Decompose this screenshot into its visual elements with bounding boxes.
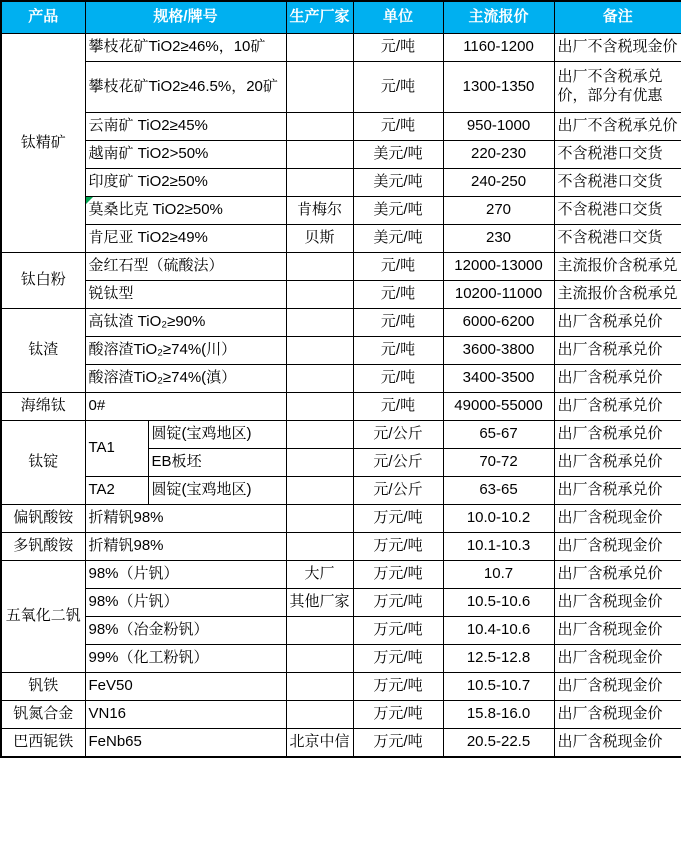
manufacturer-cell: 大厂 — [286, 561, 353, 589]
price-cell: 15.8-16.0 — [443, 701, 554, 729]
price-cell: 10.0-10.2 — [443, 505, 554, 533]
spec-shape-cell: 圆锭(宝鸡地区) — [148, 477, 286, 505]
note-cell: 出厂含税现金价 — [554, 505, 681, 533]
manufacturer-cell — [286, 113, 353, 141]
table-row — [1, 505, 681, 533]
header-row — [1, 1, 681, 34]
unit-cell: 万元/吨 — [353, 561, 443, 589]
unit-cell: 万元/吨 — [353, 589, 443, 617]
note-cell: 不含税港口交货 — [554, 225, 681, 253]
table-row — [1, 281, 681, 309]
product-cell: 多钒酸铵 — [1, 533, 85, 561]
unit-cell: 元/吨 — [353, 393, 443, 421]
table-body — [1, 34, 681, 758]
price-cell: 63-65 — [443, 477, 554, 505]
manufacturer-cell — [286, 449, 353, 477]
unit-cell: 元/公斤 — [353, 421, 443, 449]
spec-cell: 越南矿 TiO2>50% — [85, 141, 286, 169]
note-cell: 出厂不含税承兑价 — [554, 113, 681, 141]
price-cell: 10.7 — [443, 561, 554, 589]
unit-cell: 元/吨 — [353, 34, 443, 62]
price-cell: 240-250 — [443, 169, 554, 197]
unit-cell: 元/吨 — [353, 62, 443, 113]
manufacturer-cell — [286, 337, 353, 365]
col-header-spec: 规格/牌号 — [85, 1, 286, 34]
price-cell: 10.5-10.6 — [443, 589, 554, 617]
price-cell: 20.5-22.5 — [443, 729, 554, 758]
table-row — [1, 729, 681, 758]
note-cell: 不含税港口交货 — [554, 197, 681, 225]
manufacturer-cell — [286, 141, 353, 169]
price-cell: 220-230 — [443, 141, 554, 169]
unit-cell: 万元/吨 — [353, 505, 443, 533]
spec-cell: 云南矿 TiO2≥45% — [85, 113, 286, 141]
manufacturer-cell — [286, 169, 353, 197]
product-cell: 海绵钛 — [1, 393, 85, 421]
price-cell: 950-1000 — [443, 113, 554, 141]
manufacturer-cell — [286, 645, 353, 673]
note-cell: 出厂含税现金价 — [554, 589, 681, 617]
note-cell: 出厂含税现金价 — [554, 645, 681, 673]
note-cell: 主流报价含税承兑 — [554, 281, 681, 309]
unit-cell: 美元/吨 — [353, 225, 443, 253]
note-cell: 出厂含税承兑价 — [554, 393, 681, 421]
spec-cell: FeNb65 — [85, 729, 286, 758]
spec-cell: 攀枝花矿TiO2≥46%，10矿 — [85, 34, 286, 62]
manufacturer-cell — [286, 701, 353, 729]
note-cell: 出厂不含税承兑价，部分有优惠 — [554, 62, 681, 113]
spec-cell: FeV50 — [85, 673, 286, 701]
col-header-product: 产品 — [1, 1, 85, 34]
manufacturer-cell — [286, 673, 353, 701]
table-header — [1, 1, 681, 34]
price-cell: 3600-3800 — [443, 337, 554, 365]
unit-cell: 元/吨 — [353, 253, 443, 281]
table-row — [1, 645, 681, 673]
unit-cell: 元/公斤 — [353, 477, 443, 505]
product-cell: 钛渣 — [1, 309, 85, 393]
table-row — [1, 197, 681, 225]
note-cell: 出厂含税现金价 — [554, 617, 681, 645]
spec-cell: 酸溶渣TiO₂≥74%(川） — [85, 337, 286, 365]
note-cell: 主流报价含税承兑 — [554, 253, 681, 281]
table-row — [1, 113, 681, 141]
note-cell: 出厂含税现金价 — [554, 533, 681, 561]
price-cell: 10.5-10.7 — [443, 673, 554, 701]
product-cell: 钒氮合金 — [1, 701, 85, 729]
product-cell: 钒铁 — [1, 673, 85, 701]
note-cell: 出厂含税承兑价 — [554, 449, 681, 477]
unit-cell: 元/吨 — [353, 337, 443, 365]
price-cell: 270 — [443, 197, 554, 225]
manufacturer-cell — [286, 62, 353, 113]
spec-cell: 酸溶渣TiO₂≥74%(滇） — [85, 365, 286, 393]
note-cell: 不含税港口交货 — [554, 169, 681, 197]
unit-cell: 美元/吨 — [353, 169, 443, 197]
unit-cell: 万元/吨 — [353, 701, 443, 729]
price-cell: 230 — [443, 225, 554, 253]
unit-cell: 万元/吨 — [353, 645, 443, 673]
spec-cell: 折精钒98% — [85, 533, 286, 561]
table-row — [1, 589, 681, 617]
table-row — [1, 169, 681, 197]
spec-cell: 金红石型（硫酸法） — [85, 253, 286, 281]
manufacturer-cell — [286, 281, 353, 309]
product-cell: 钛精矿 — [1, 34, 85, 253]
manufacturer-cell — [286, 393, 353, 421]
table-row — [1, 253, 681, 281]
table-row — [1, 701, 681, 729]
table-row — [1, 617, 681, 645]
table-row — [1, 393, 681, 421]
unit-cell: 美元/吨 — [353, 197, 443, 225]
note-cell: 出厂含税现金价 — [554, 701, 681, 729]
table-row — [1, 673, 681, 701]
table-row — [1, 421, 681, 449]
spec-cell: 98%（冶金粉钒） — [85, 617, 286, 645]
unit-cell: 万元/吨 — [353, 533, 443, 561]
col-header-price: 主流报价 — [443, 1, 554, 34]
col-header-note: 备注 — [554, 1, 681, 34]
manufacturer-cell — [286, 253, 353, 281]
table-row — [1, 337, 681, 365]
unit-cell: 元/公斤 — [353, 449, 443, 477]
price-cell: 65-67 — [443, 421, 554, 449]
manufacturer-cell — [286, 477, 353, 505]
spec-shape-cell: 圆锭(宝鸡地区) — [148, 421, 286, 449]
price-cell: 1160-1200 — [443, 34, 554, 62]
manufacturer-cell — [286, 34, 353, 62]
spec-cell: 肯尼亚 TiO2≥49% — [85, 225, 286, 253]
spec-grade-cell: TA1 — [85, 421, 148, 477]
product-cell: 钛锭 — [1, 421, 85, 505]
spec-cell: 99%（化工粉钒） — [85, 645, 286, 673]
table-row — [1, 561, 681, 589]
spec-cell: 98%（片钒） — [85, 589, 286, 617]
unit-cell: 元/吨 — [353, 281, 443, 309]
unit-cell: 美元/吨 — [353, 141, 443, 169]
unit-cell: 元/吨 — [353, 113, 443, 141]
table-row — [1, 225, 681, 253]
unit-cell: 万元/吨 — [353, 729, 443, 758]
price-cell: 70-72 — [443, 449, 554, 477]
note-cell: 出厂含税承兑价 — [554, 337, 681, 365]
spec-cell: 0# — [85, 393, 286, 421]
table-row — [1, 141, 681, 169]
comment-marker-icon — [86, 197, 93, 204]
col-header-maker: 生产厂家 — [286, 1, 353, 34]
unit-cell: 元/吨 — [353, 309, 443, 337]
price-cell: 1300-1350 — [443, 62, 554, 113]
price-cell: 6000-6200 — [443, 309, 554, 337]
price-cell: 49000-55000 — [443, 393, 554, 421]
manufacturer-cell — [286, 533, 353, 561]
col-header-unit: 单位 — [353, 1, 443, 34]
spec-cell: 印度矿 TiO2≥50% — [85, 169, 286, 197]
price-cell: 12000-13000 — [443, 253, 554, 281]
note-cell: 出厂含税承兑价 — [554, 309, 681, 337]
product-cell: 五氧化二钒 — [1, 561, 85, 673]
note-cell: 出厂含税承兑价 — [554, 421, 681, 449]
price-cell: 10.1-10.3 — [443, 533, 554, 561]
unit-cell: 元/吨 — [353, 365, 443, 393]
spec-cell: 98%（片钒） — [85, 561, 286, 589]
price-cell: 10200-11000 — [443, 281, 554, 309]
unit-cell: 万元/吨 — [353, 673, 443, 701]
table-row — [1, 533, 681, 561]
manufacturer-cell — [286, 309, 353, 337]
spec-shape-cell: EB板坯 — [148, 449, 286, 477]
price-cell: 3400-3500 — [443, 365, 554, 393]
manufacturer-cell — [286, 365, 353, 393]
unit-cell: 万元/吨 — [353, 617, 443, 645]
manufacturer-cell: 贝斯 — [286, 225, 353, 253]
manufacturer-cell — [286, 617, 353, 645]
spec-cell: 攀枝花矿TiO2≥46.5%，20矿 — [85, 62, 286, 113]
product-cell: 偏钒酸铵 — [1, 505, 85, 533]
manufacturer-cell — [286, 421, 353, 449]
spec-cell: VN16 — [85, 701, 286, 729]
table-row — [1, 34, 681, 62]
table-row — [1, 365, 681, 393]
note-cell: 出厂含税现金价 — [554, 673, 681, 701]
note-cell: 出厂含税承兑价 — [554, 561, 681, 589]
spec-cell: 锐钛型 — [85, 281, 286, 309]
note-cell: 出厂不含税现金价 — [554, 34, 681, 62]
spec-cell: 高钛渣 TiO₂≥90% — [85, 309, 286, 337]
table-row — [1, 477, 681, 505]
price-cell: 10.4-10.6 — [443, 617, 554, 645]
manufacturer-cell — [286, 505, 353, 533]
note-cell: 不含税港口交货 — [554, 141, 681, 169]
note-cell: 出厂含税现金价 — [554, 729, 681, 758]
table-row — [1, 309, 681, 337]
product-cell: 钛白粉 — [1, 253, 85, 309]
note-cell: 出厂含税承兑价 — [554, 477, 681, 505]
manufacturer-cell: 其他厂家 — [286, 589, 353, 617]
price-cell: 12.5-12.8 — [443, 645, 554, 673]
spec-grade-cell: TA2 — [85, 477, 148, 505]
manufacturer-cell: 肯梅尔 — [286, 197, 353, 225]
manufacturer-cell: 北京中信 — [286, 729, 353, 758]
product-cell: 巴西铌铁 — [1, 729, 85, 758]
table-row — [1, 62, 681, 113]
spec-cell: 折精钒98% — [85, 505, 286, 533]
note-cell: 出厂含税承兑价 — [554, 365, 681, 393]
spec-cell: 莫桑比克 TiO2≥50% — [85, 197, 286, 225]
